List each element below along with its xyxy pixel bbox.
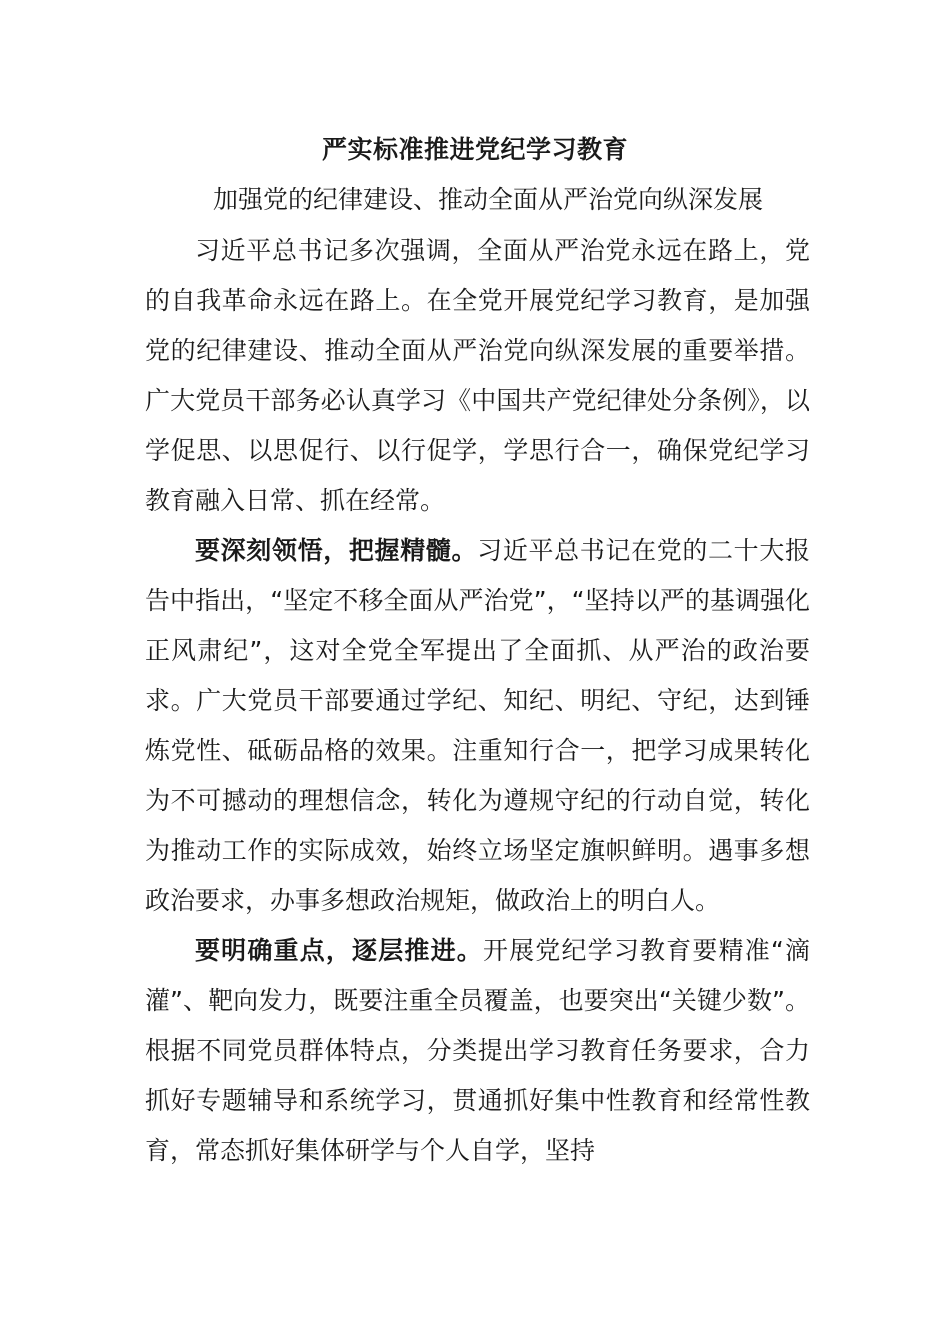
document-subtitle: 加强党的纪律建设、推动全面从严治党向纵深发展 [212,185,763,214]
paragraph [145,226,810,526]
paragraph [145,926,810,1176]
paragraph [145,526,810,926]
paragraph-text: 开展党纪学习教育要精准“滴灌”、靶向发力，既要注重全员覆盖，也要突出“关键少数”。根据不同党员群体特点，分类提出学习教育任务要求，合力抓好专题辅导和系统学习，贯通抓好集中性教育和经常性教育，常态抓好集体研学与个人自学，坚持 [145,936,810,1165]
document-body [145,226,810,1176]
paragraph-lead: 要明确重点，逐层推进。 [195,936,483,965]
document-title: 严实标准推进党纪学习教育 [321,135,628,164]
paragraph-lead: 要深刻领悟，把握精髓。 [195,536,478,565]
paragraph-text: 习近平总书记多次强调，全面从严治党永远在路上，党的自我革命永远在路上。在全党开展党纪学习教育，是加强党的纪律建设、推动全面从严治党向纵深发展的重要举措。广大党员干部务必认真学习《中国共产党纪律处分条例》，以学促思、以思促行、以行促学，学思行合一，确保党纪学习教育融入日常、抓在经常。 [145,236,810,515]
paragraph-text: 习近平总书记在党的二十大报告中指出，“坚定不移全面从严治党”，“坚持以严的基调强化正风肃纪”，这对全党全军提出了全面抓、从严治的政治要求。广大党员干部要通过学纪、知纪、明纪、守纪，达到锤炼党性、砥砺品格的效果。注重知行合一，把学习成果转化为不可撼动的理想信念，转化为遵规守纪的行动自觉，转化为推动工作的实际成效，始终立场坚定旗帜鲜明。遇事多想政治要求，办事多想政治规矩，做政治上的明白人。 [145,536,810,915]
